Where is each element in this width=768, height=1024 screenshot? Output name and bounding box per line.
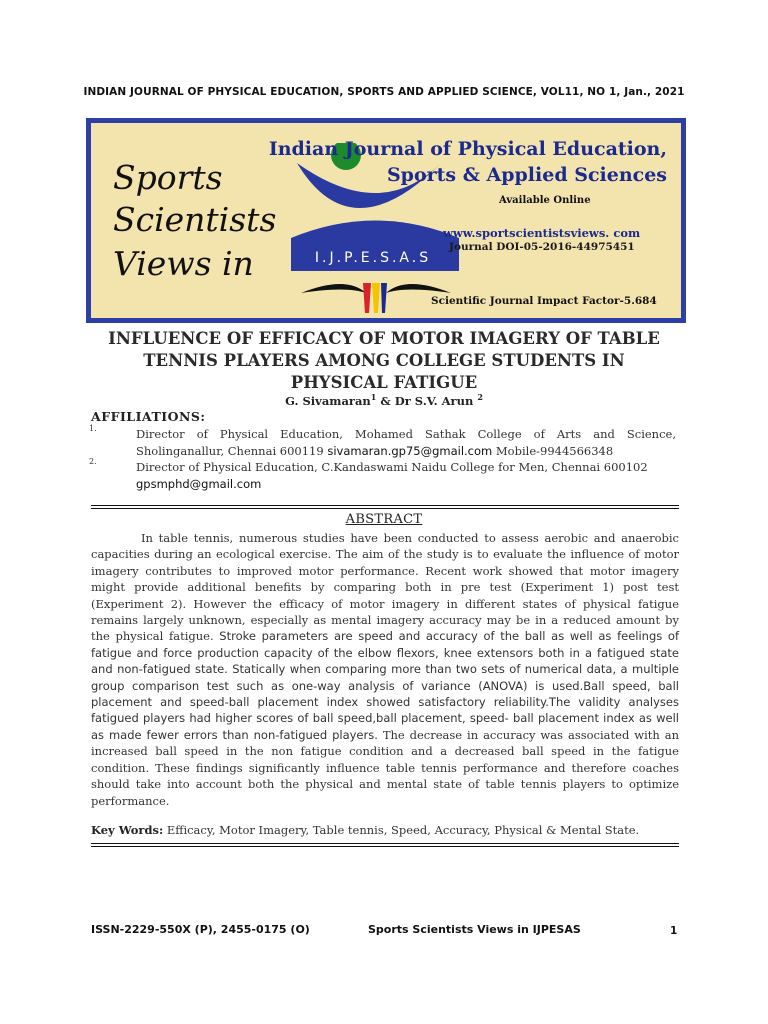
footer-journal-name: Sports Scientists Views in IJPESAS bbox=[368, 923, 581, 936]
abstract-part-2: Stroke parameters are speed and accuracy of the ball as well as feelings of fatigue and force production capacity of the elbow flexors, knee extensors both in a fatigued state and non-fatigued state. Statically when comparing more than two sets of numerical data, a multiple group comparison test such as one-way analysis of variance (ANOVA) is used. bbox=[91, 629, 680, 693]
author-1: G. Sivamaran bbox=[285, 393, 371, 408]
banner-scientists-text: Scientists bbox=[113, 200, 277, 239]
affiliation-2-number: 2. bbox=[89, 457, 97, 466]
affiliation-2-text: Director of Physical Education, C.Kandaswami Naidu College for Men, Chennai 600102 bbox=[136, 460, 648, 474]
abstract-top-rule-2 bbox=[91, 508, 679, 509]
banner-available-online: Available Online bbox=[499, 195, 591, 206]
footer-issn: ISSN-2229-550X (P), 2455-0175 (O) bbox=[91, 923, 310, 936]
banner-impact-factor: Scientific Journal Impact Factor-5.684 bbox=[431, 295, 657, 307]
banner-sports-text: Sports bbox=[113, 158, 223, 197]
abstract-top-rule bbox=[91, 505, 679, 506]
author-1-affiliation-mark: 1 bbox=[370, 392, 377, 402]
author-2-affiliation-mark: 2 bbox=[477, 392, 483, 402]
author-separator: & bbox=[376, 393, 395, 408]
abstract-heading: ABSTRACT bbox=[345, 512, 423, 527]
affiliation-2-email: gpsmphd@gmail.com bbox=[136, 476, 262, 491]
paper-title-line3: PHYSICAL FATIGUE bbox=[290, 372, 478, 392]
keywords-text: Efficacy, Motor Imagery, Table tennis, Speed, Accuracy, Physical & Mental State. bbox=[163, 823, 640, 837]
banner-doi: Journal DOI-05-2016-44975451 bbox=[449, 241, 635, 253]
keywords bbox=[91, 823, 679, 837]
affiliation-1-text: Director of Physical Education, Mohamed Sathak College of Arts and Science, Sholinganallur, Chennai 600119 bbox=[136, 427, 676, 458]
banner-panel bbox=[91, 123, 681, 318]
banner-journal-title-line1: Indian Journal of Physical Education, bbox=[268, 138, 667, 160]
banner-website: www.sportscientistsviews. com bbox=[443, 226, 641, 240]
abstract-part-1: In table tennis, numerous studies have been conducted to assess aerobic and anaerobic capacities during an ecological exercise. The aim of the study is to evaluate the influence of motor imagery contributes to improved motor performance. Recent work showed that motor imagery might provide additional benefits by comparing both in pre test (Experiment 1) post test (Experiment 2). However the efficacy of motor imagery in different states of physical fatigue remains largely unknown, especially as mental imagery accuracy may be in a reduced amount by the physical fatigue. bbox=[91, 531, 679, 644]
page-number: 1 bbox=[670, 925, 678, 937]
author-list bbox=[0, 392, 768, 408]
banner-journal-title bbox=[269, 136, 667, 188]
affiliations-heading: AFFILIATIONS: bbox=[91, 409, 206, 424]
keywords-label: Key Words: bbox=[91, 823, 164, 837]
banner-views-in-text: Views in bbox=[113, 244, 254, 283]
running-header: INDIAN JOURNAL OF PHYSICAL EDUCATION, SPORTS AND APPLIED SCIENCE, VOL11, NO 1, Jan., 2021 bbox=[83, 86, 685, 98]
affiliation-1-email: sivamaran.gp75@gmail.com bbox=[327, 443, 493, 458]
abstract-part-4: The decrease in accuracy was associated with an increased ball speed in the non fatigue condition and a decreased ball speed in the fatigue condition. These findings significantly influence table tennis performance and therefore coaches should take into account both the physical and mental state of table tennis players to optimize performance. bbox=[91, 727, 679, 808]
keywords-bottom-rule bbox=[91, 843, 679, 844]
paper-title bbox=[0, 328, 768, 393]
affiliation-1 bbox=[136, 426, 676, 459]
journal-banner bbox=[86, 118, 686, 323]
banner-logo-text: I.J.P.E.S.A.S bbox=[314, 250, 432, 266]
abstract-part-3: Ball speed, ball placement and speed-ball placement index showed satisfactory reliability.The validity analyses fatigued players had higher scores of ball speed,ball placement, speed- ball placement index as well as made fewer errors than non-fatigued players. bbox=[91, 678, 679, 742]
author-2: Dr S.V. Arun bbox=[394, 393, 474, 408]
affiliation-1-number: 1. bbox=[89, 424, 97, 433]
keywords-bottom-rule-2 bbox=[91, 846, 679, 847]
affiliation-1-mobile: Mobile-9944566348 bbox=[495, 443, 614, 458]
paper-title-line1: INFLUENCE OF EFFICACY OF MOTOR IMAGERY OF TABLE bbox=[108, 329, 660, 348]
abstract-body bbox=[91, 530, 679, 809]
affiliation-2 bbox=[136, 459, 676, 492]
banner-journal-title-line2: Sports & Applied Sciences bbox=[386, 164, 667, 187]
paper-title-line2: TENNIS PLAYERS AMONG COLLEGE STUDENTS IN bbox=[143, 350, 625, 370]
